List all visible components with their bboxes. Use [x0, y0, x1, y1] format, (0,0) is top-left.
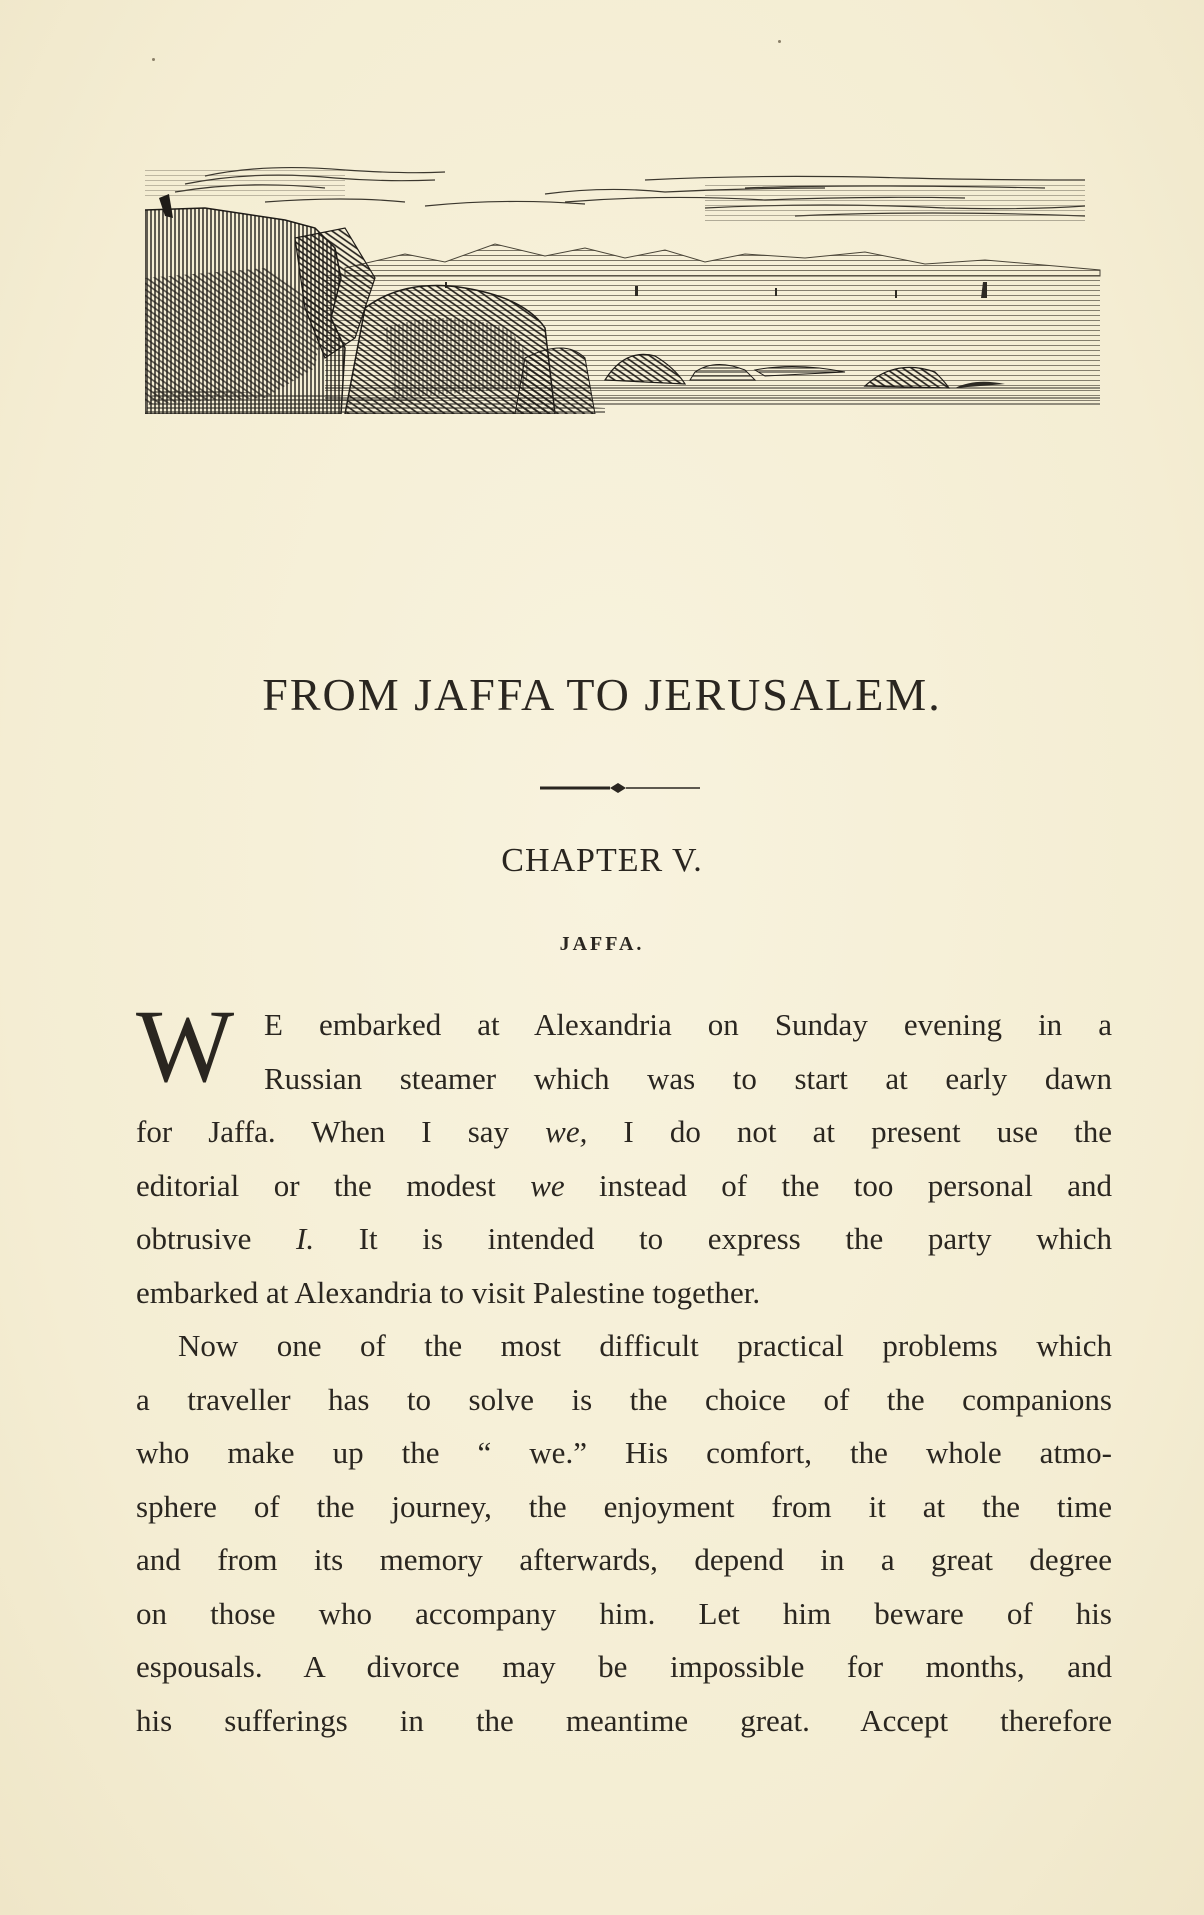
ornamental-rule [540, 782, 700, 794]
text-run: for Jaffa. When I say [136, 1114, 546, 1149]
text-run: instead of the too personal and [564, 1167, 1112, 1203]
drop-cap: W [136, 989, 235, 1104]
chapter-heading: CHAPTER V. [501, 842, 703, 879]
text-line: a traveller has to solve is the choice of the companions [136, 1381, 1112, 1417]
text-line: sphere of the journey, the enjoyment from it at the time [136, 1488, 1112, 1524]
text-line [136, 1105, 1112, 1159]
text-line [136, 1159, 1112, 1213]
text-line: Now one of the most difficult practical problems which [178, 1328, 1112, 1363]
text-line [136, 1212, 1112, 1266]
text-line: E embarked at Alexandria on Sunday evening in a [264, 1007, 1112, 1042]
text-line: and from its memory afterwards, depend in a great degree [136, 1542, 1112, 1577]
text-line: his sufferings in the meantime great. Accept therefore [136, 1702, 1112, 1738]
engraving-coastal-rocks-illustration [145, 158, 1105, 414]
text-run: editorial or the modest [136, 1167, 531, 1203]
text-line: espousals. A divorce may be impossible for months, and [136, 1649, 1112, 1684]
page-title: FROM JAFFA TO JERUSALEM. [262, 669, 942, 720]
text-line: embarked at Alexandria to visit Palestine together. [136, 1274, 761, 1310]
text-line: on those who accompany him. Let him beware of his [136, 1595, 1112, 1631]
italic-text-run: I. [296, 1221, 315, 1256]
paper-speck [152, 58, 155, 61]
text-run: obtrusive [136, 1221, 297, 1256]
paper-speck [778, 40, 781, 43]
section-subheading: JAFFA. [559, 933, 645, 955]
text-run: I do not at present use the [587, 1114, 1112, 1149]
text-line: who make up the “ we.” His comfort, the whole atmo- [136, 1435, 1112, 1470]
body-text [136, 989, 1112, 1747]
italic-text-run: we, [545, 1114, 588, 1149]
text-run: It is intended to express the party which [314, 1221, 1112, 1256]
text-line: Russian steamer which was to start at early dawn [264, 1060, 1112, 1096]
italic-text-run: we [530, 1167, 565, 1203]
